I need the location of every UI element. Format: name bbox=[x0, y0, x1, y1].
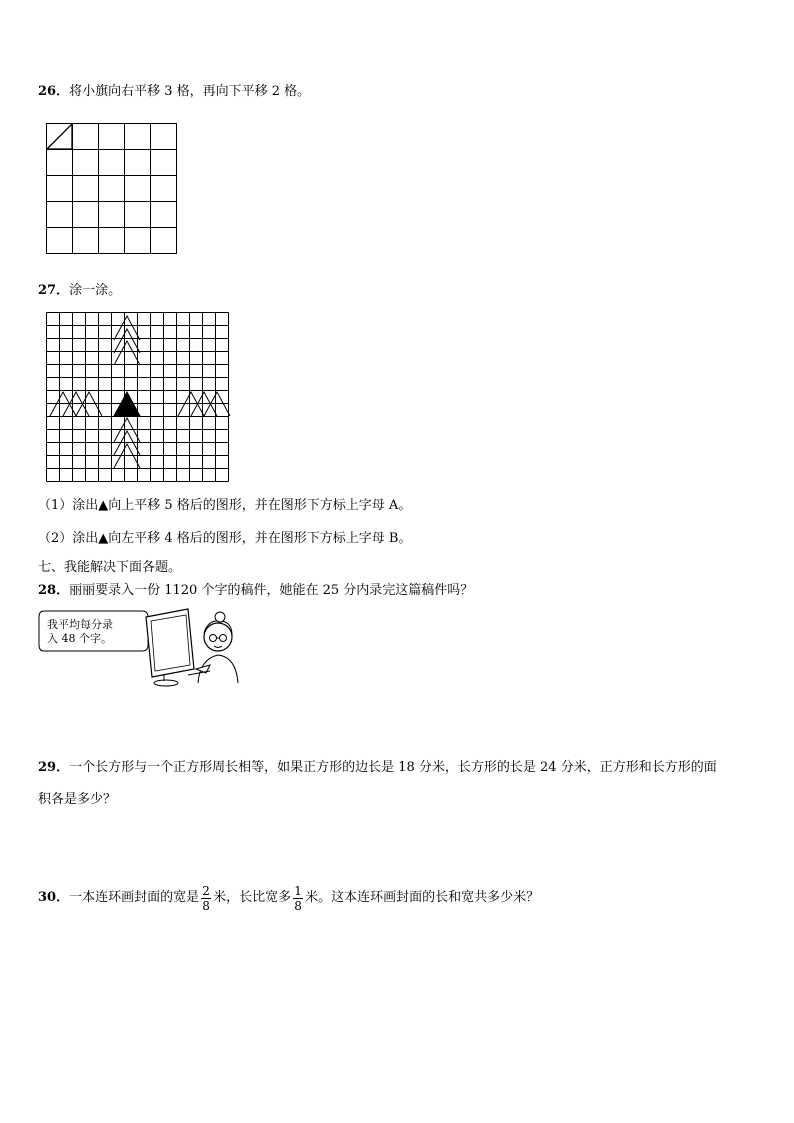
q27-sub2-text: （2）涂出▲向左平移 4 格后的图形，并在图形下方标上字母 B。 bbox=[38, 531, 412, 546]
q28-number: 28． bbox=[38, 583, 70, 598]
q29-line1 bbox=[38, 759, 717, 777]
frac2-numerator: 1 bbox=[294, 883, 302, 898]
q30-number: 30． bbox=[38, 890, 70, 905]
q27-sub1-text: （1）涂出▲向上平移 5 格后的图形，并在图形下方标上字母 A。 bbox=[38, 498, 412, 513]
q30-part3: 米。这本连环画封面的长和宽共多少米？ bbox=[305, 890, 540, 905]
frac2-denominator: 8 bbox=[294, 898, 302, 913]
flag-shape bbox=[47, 124, 72, 149]
q30-part1: 一本连环画封面的宽是 bbox=[69, 890, 200, 905]
q26-text: 将小旗向右平移 3 格，再向下平移 2 格。 bbox=[69, 84, 311, 99]
q27-number: 27． bbox=[38, 283, 70, 298]
speech-bubble-line2: 入 48 个字。 bbox=[47, 632, 112, 645]
q26-line bbox=[38, 83, 310, 101]
q26-grid-figure bbox=[46, 123, 178, 255]
q27-sub2 bbox=[38, 530, 412, 548]
q27-grid-figure bbox=[46, 312, 235, 482]
q28-text: 丽丽要录入一份 1120 个字的稿件，她能在 25 分内录完这篇稿件吗？ bbox=[69, 583, 474, 598]
section7-title bbox=[38, 559, 181, 577]
fraction-two-eighths bbox=[201, 884, 211, 913]
frac1-denominator: 8 bbox=[202, 898, 210, 913]
q29-line2 bbox=[38, 791, 116, 809]
q30-part2: 米，长比宽多 bbox=[213, 890, 292, 905]
q28-line bbox=[38, 582, 473, 600]
q26-number: 26． bbox=[38, 84, 70, 99]
frac1-numerator: 2 bbox=[202, 883, 210, 898]
q29-text-line2: 积各是多少？ bbox=[38, 792, 117, 807]
q27-line bbox=[38, 282, 121, 300]
section7-title-text: 七、我能解决下面各题。 bbox=[38, 560, 182, 575]
q27-text: 涂一涂。 bbox=[69, 283, 122, 298]
fraction-one-eighth bbox=[293, 884, 303, 913]
q29-text-line1: 一个长方形与一个正方形周长相等，如果正方形的边长是 18 分米，长方形的长是 24 分米，正方形和长方形的面 bbox=[69, 760, 717, 775]
q30-line bbox=[38, 878, 539, 918]
q29-number: 29． bbox=[38, 760, 70, 775]
q27-sub1 bbox=[38, 497, 411, 515]
speech-bubble-line1: 我平均每分录 bbox=[47, 618, 113, 631]
